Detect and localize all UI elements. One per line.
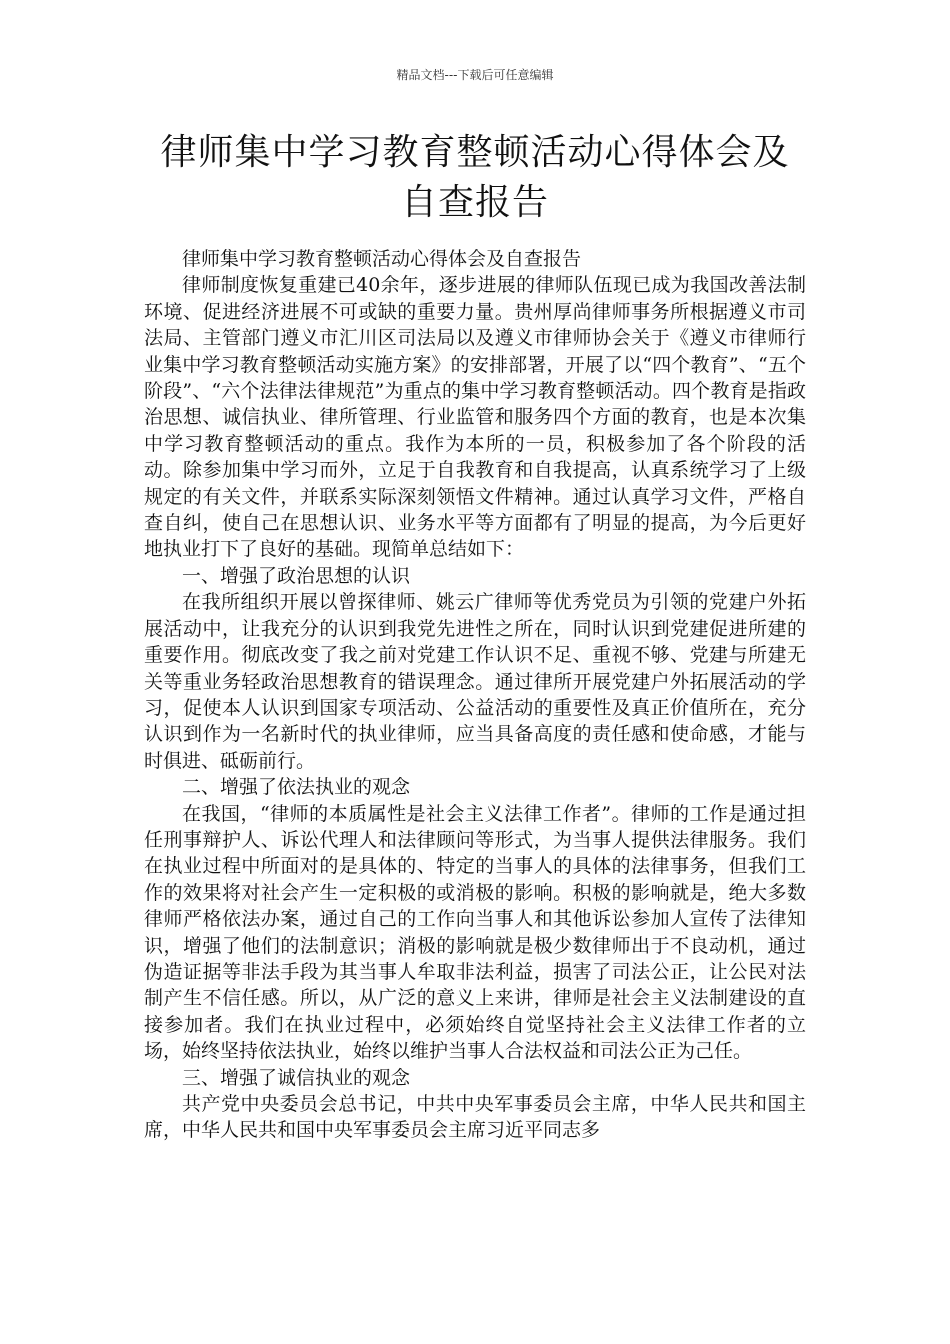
body-paragraph-subtitle: 律师集中学习教育整顿活动心得体会及自查报告 xyxy=(182,248,582,270)
section-heading-1: 一、增强了政治思想的认识 xyxy=(182,564,411,587)
body-paragraph-section-1: 在我所组织开展以曾探律师、姚云广律师等优秀党员为引领的党建户外拓展活动中，让我充分的认识到我党先进性之所在，同时认识到党建促进所建的重要作用。彻底改变了我之前对党建工作认识不足、重视不够、党建与所建无关等重业务轻政治思想教育的错误理念。通过律所开展党建户外拓展活动的学习，促使本人认识到国家专项活动、公益活动的重要性及真正价值所在，充分认识到作为一名新时代的执业律师，应当具备高度的责任感和使命感，才能与时俱进、砥砺前行。 xyxy=(144,591,806,772)
document-body xyxy=(144,246,806,1144)
section-heading-3: 三、增强了诚信执业的观念 xyxy=(182,1066,411,1089)
header-note: 精品文档---下载后可任意编辑 xyxy=(396,68,554,82)
body-paragraph-section-3: 共产党中央委员会总书记，中共中央军事委员会主席，中华人民共和国主席，中华人民共和国中央军事委员会主席习近平同志多 xyxy=(144,1093,806,1142)
section-heading-2: 二、增强了依法执业的观念 xyxy=(182,776,411,799)
body-paragraph-intro: 律师制度恢复重建已40余年，逐步进展的律师队伍现已成为我国改善法制环境、促进经济进展不可或缺的重要力量。贵州厚尚律师事务所根据遵义市司法局、主管部门遵义市汇川区司法局以及遵义市律师协会关于《遵义市律师行业集中学习教育整顿活动实施方案》的安排部署，开展了以“四个教育”、“五个阶段”、“六个法律法律规范”为重点的集中学习教育整顿活动。四个教育是指政治思想、诚信执业、律所管理、行业监管和服务四个方面的教育，也是本次集中学习教育整顿活动的重点。我作为本所的一员，积极参加了各个阶段的活动。除参加集中学习而外，立足于自我教育和自我提高，认真系统学习了上级规定的有关文件，并联系实际深刻领悟文件精神。通过认真学习文件，严格自查自纠，使自己在思想认识、业务水平等方面都有了明显的提高，为今后更好地执业打下了良好的基础。现简单总结如下： xyxy=(144,274,806,561)
document-title: 律师集中学习教育整顿活动心得体会及自查报告 xyxy=(160,132,790,223)
body-paragraph-section-2: 在我国，“律师的本质属性是社会主义法律工作者”。律师的工作是通过担任刑事辩护人、诉讼代理人和法律顾问等形式，为当事人提供法律服务。我们在执业过程中所面对的是具体的、特定的当事人的具体的法律事务，但我们工作的效果将对社会产生一定积极的或消极的影响。积极的影响就是，绝大多数律师严格依法办案，通过自己的工作向当事人和其他诉讼参加人宣传了法律知识，增强了他们的法制意识；消极的影响就是极少数律师出于不良动机，通过伪造证据等非法手段为其当事人牟取非法利益，损害了司法公正，让公民对法制产生不信任感。所以，从广泛的意义上来讲，律师是社会主义法制建设的直接参加者。我们在执业过程中，必须始终自觉坚持社会主义法律工作者的立场，始终坚持依法执业，始终以维护当事人合法权益和司法公正为己任。 xyxy=(144,802,806,1063)
